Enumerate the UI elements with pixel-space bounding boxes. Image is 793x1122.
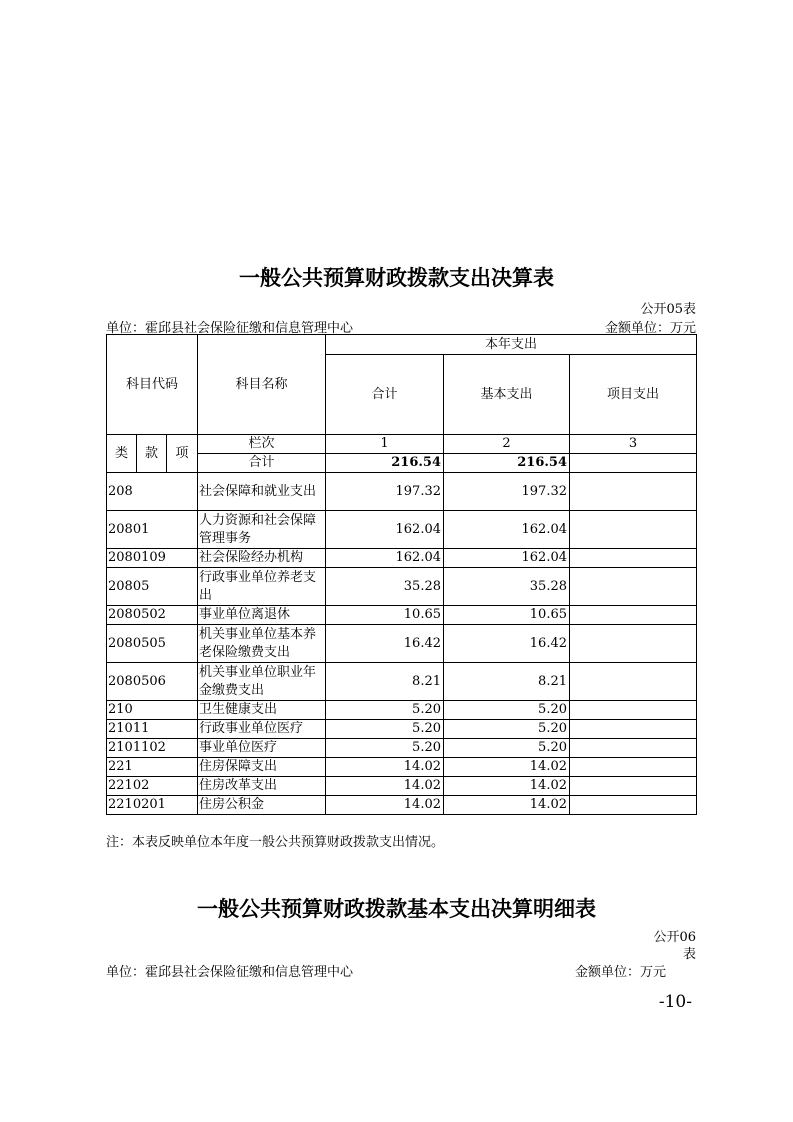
table1-amount-unit: 金额单位：万元 <box>604 321 696 336</box>
table-row <box>107 606 697 625</box>
row-basic: 8.21 <box>444 663 570 701</box>
table-row <box>107 739 697 758</box>
row-basic: 5.20 <box>444 739 570 758</box>
row-code: 20801 <box>107 511 198 549</box>
row-code: 210 <box>107 701 198 720</box>
total-row-label: 合计 <box>198 454 326 473</box>
table2-code-line2: 表 <box>682 947 696 962</box>
table-row <box>107 663 697 701</box>
header-lei: 类 <box>107 435 137 473</box>
row-project <box>570 625 697 663</box>
header-xiang: 项 <box>167 435 198 473</box>
row-name: 社会保障和就业支出 <box>198 473 326 511</box>
row-name: 行政事业单位医疗 <box>198 720 326 739</box>
row-total: 197.32 <box>326 473 444 511</box>
row-basic: 162.04 <box>444 549 570 568</box>
table-row <box>107 720 697 739</box>
row-name: 事业单位离退休 <box>198 606 326 625</box>
row-total: 162.04 <box>326 511 444 549</box>
total-row-project <box>570 454 697 473</box>
header-column-no: 栏次 <box>198 435 326 454</box>
table-row <box>107 701 697 720</box>
header-current-year: 本年支出 <box>326 335 697 355</box>
table2-amount-unit: 金额单位：万元 <box>574 965 666 980</box>
header-kuan: 款 <box>137 435 167 473</box>
row-basic: 10.65 <box>444 606 570 625</box>
header-col3: 3 <box>570 435 697 454</box>
row-project <box>570 758 697 777</box>
row-project <box>570 701 697 720</box>
header-subject-code: 科目代码 <box>107 335 198 435</box>
row-code: 2080506 <box>107 663 198 701</box>
table-row <box>107 625 697 663</box>
row-name: 机关事业单位职业年金缴费支出 <box>198 663 326 701</box>
table1 <box>106 334 697 815</box>
row-name: 住房保障支出 <box>198 758 326 777</box>
row-name: 住房公积金 <box>198 796 326 815</box>
row-total: 14.02 <box>326 758 444 777</box>
row-code: 2210201 <box>107 796 198 815</box>
table1-note: 注：本表反映单位本年度一般公共预算财政拨款支出情况。 <box>106 835 445 850</box>
row-basic: 162.04 <box>444 511 570 549</box>
row-basic: 197.32 <box>444 473 570 511</box>
row-basic: 14.02 <box>444 758 570 777</box>
table-row <box>107 568 697 606</box>
header-total: 合计 <box>326 355 444 435</box>
row-basic: 16.42 <box>444 625 570 663</box>
row-code: 2101102 <box>107 739 198 758</box>
row-code: 221 <box>107 758 198 777</box>
header-col2: 2 <box>444 435 570 454</box>
row-project <box>570 568 697 606</box>
row-total: 16.42 <box>326 625 444 663</box>
header-col1: 1 <box>326 435 444 454</box>
row-name: 卫生健康支出 <box>198 701 326 720</box>
table-row <box>107 777 697 796</box>
page-number: -10- <box>658 992 692 1012</box>
row-total: 5.20 <box>326 739 444 758</box>
row-total: 14.02 <box>326 777 444 796</box>
row-basic: 5.20 <box>444 720 570 739</box>
row-total: 10.65 <box>326 606 444 625</box>
table-row <box>107 758 697 777</box>
row-name: 行政事业单位养老支出 <box>198 568 326 606</box>
row-total: 5.20 <box>326 720 444 739</box>
row-project <box>570 777 697 796</box>
row-total: 5.20 <box>326 701 444 720</box>
table1-title: 一般公共预算财政拨款支出决算表 <box>239 266 554 290</box>
row-name: 事业单位医疗 <box>198 739 326 758</box>
row-name: 机关事业单位基本养老保险缴费支出 <box>198 625 326 663</box>
row-project <box>570 606 697 625</box>
row-project <box>570 720 697 739</box>
row-project <box>570 473 697 511</box>
header-project: 项目支出 <box>570 355 697 435</box>
table-row <box>107 549 697 568</box>
table-row <box>107 511 697 549</box>
row-name: 住房改革支出 <box>198 777 326 796</box>
row-code: 21011 <box>107 720 198 739</box>
row-name: 人力资源和社会保障管理事务 <box>198 511 326 549</box>
header-subject-name: 科目名称 <box>198 335 326 435</box>
row-project <box>570 739 697 758</box>
table1-unit: 单位：霍邱县社会保险征缴和信息管理中心 <box>106 321 354 336</box>
row-code: 20805 <box>107 568 198 606</box>
row-code: 208 <box>107 473 198 511</box>
table-row <box>107 796 697 815</box>
table2-code-line1: 公开06 <box>653 930 696 945</box>
row-basic: 14.02 <box>444 796 570 815</box>
header-basic: 基本支出 <box>444 355 570 435</box>
row-code: 2080502 <box>107 606 198 625</box>
row-total: 35.28 <box>326 568 444 606</box>
row-code: 22102 <box>107 777 198 796</box>
row-total: 14.02 <box>326 796 444 815</box>
row-total: 8.21 <box>326 663 444 701</box>
row-basic: 5.20 <box>444 701 570 720</box>
row-project <box>570 796 697 815</box>
row-basic: 35.28 <box>444 568 570 606</box>
row-name: 社会保险经办机构 <box>198 549 326 568</box>
table1-code: 公开05表 <box>640 302 696 317</box>
total-row-total: 216.54 <box>326 454 444 473</box>
row-total: 162.04 <box>326 549 444 568</box>
row-project <box>570 549 697 568</box>
table2-unit: 单位：霍邱县社会保险征缴和信息管理中心 <box>106 965 354 980</box>
row-code: 2080505 <box>107 625 198 663</box>
table2-title: 一般公共预算财政拨款基本支出决算明细表 <box>197 897 596 921</box>
table-row <box>107 473 697 511</box>
row-project <box>570 663 697 701</box>
total-row-basic: 216.54 <box>444 454 570 473</box>
row-basic: 14.02 <box>444 777 570 796</box>
row-code: 2080109 <box>107 549 198 568</box>
row-project <box>570 511 697 549</box>
